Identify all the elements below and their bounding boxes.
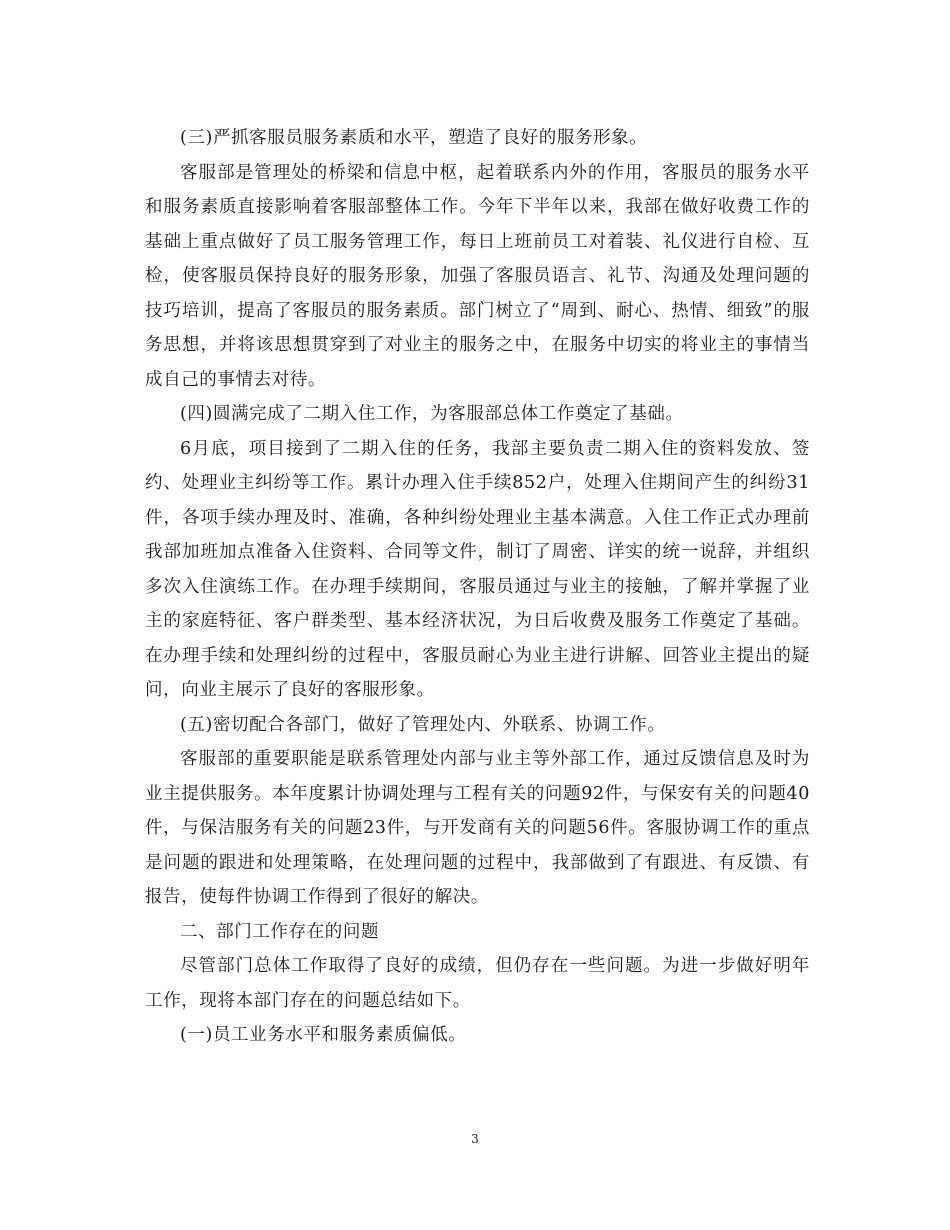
chapter-heading-problems: 二、部门工作存在的问题 [180,921,380,942]
body-paragraph: 客服部的重要职能是联系管理处内部与业主等外部工作，通过反馈信息及时为业主提供服务。本年度累计协调处理与工程有关的问题92件，与保安有关的问题40件，与保洁服务有关的问题23件，与开发商有关的问题56件。客服协调工作的重点是问题的跟进和处理策略，在处理问题的过程中，我部做到了有跟进、有反馈、有报告，使每件协调工作得到了很好的解决。 [145,749,810,907]
section-heading-4: (四)圆满完成了二期入住工作，为客服部总体工作奠定了基础。 [180,404,684,424]
page-number: 3 [471,1132,479,1146]
body-paragraph: 尽管部门总体工作取得了良好的成绩，但仍存在一些问题。为进一步做好明年工作，现将本部门存在的问题总结如下。 [145,956,810,1011]
body-paragraph: 客服部是管理处的桥梁和信息中枢，起着联系内外的作用，客服员的服务水平和服务素质直接影响着客服部整体工作。今年下半年以来，我部在做好收费工作的基础上重点做好了员工服务管理工作，每日上班前员工对着装、礼仪进行自检、互检，使客服员保持良好的服务形象，加强了客服员语言、礼节、沟通及处理问题的技巧培训，提高了客服员的服务素质。部门树立了“周到、耐心、热情、细致”的服务思想，并将该思想贯穿到了对业主的服务之中，在服务中切实的将业主的事情当成自己的事情去对待。 [145,162,810,390]
section-heading-5: (五)密切配合各部门，做好了管理处内、外联系、协调工作。 [180,714,666,735]
section-heading-1: (一)员工业务水平和服务素质偏低。 [180,1025,467,1045]
body-paragraph: 6月底，项目接到了二期入住的任务，我部主要负责二期入住的资料发放、签约、处理业主纠纷等工作。累计办理入住手续852户，处理入住期间产生的纠纷31件，各项手续办理及时、准确，各种纠纷处理业主基本满意。入住工作正式办理前我部加班加点准备入住资料、合同等文件，制订了周密、详实的统一说辞，并组织多次入住演练工作。在办理手续期间，客服员通过与业主的接触，了解并掌握了业主的家庭特征、客户群类型、基本经济状况，为日后收费及服务工作奠定了基础。在办理手续和处理纠纷的过程中，客服员耐心为业主进行讲解、回答业主提出的疑问，向业主展示了良好的客服形象。 [145,438,810,700]
document-body [145,121,810,1053]
section-heading-3: (三)严抓客服员服务素质和水平，塑造了良好的服务形象。 [180,128,648,148]
